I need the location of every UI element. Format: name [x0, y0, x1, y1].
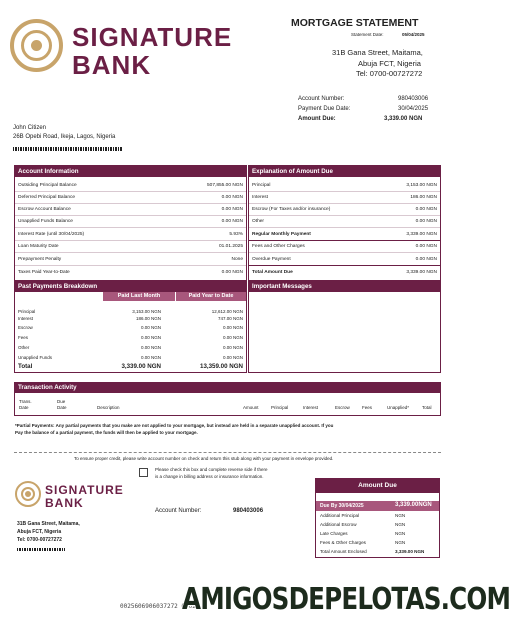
explanation-row-label: Fees and Other Charges	[252, 243, 305, 249]
stub-account-label: Account Number:	[155, 508, 202, 514]
transaction-header	[15, 383, 440, 393]
past-row-ytd: 747.00 NGN	[217, 316, 243, 321]
explanation-row-label: Overdue Payment	[252, 256, 291, 262]
account-info-header	[15, 166, 246, 177]
account-row-label: Unapplied Funds Balance	[18, 218, 73, 224]
micr-line: 0025606906037272 03025	[120, 603, 200, 610]
explanation-row-value: 186.00 NGN	[410, 194, 437, 200]
account-row-value: 0.00 NGN	[221, 218, 243, 224]
summary-account-label: Account Number:	[298, 96, 345, 102]
customer-address: 26B Opebi Road, Ikeja, Lagos, Nigeria	[13, 134, 116, 140]
explanation-row	[249, 266, 440, 278]
explanation-row-value: 0.00 NGN	[415, 256, 437, 262]
stub-row	[320, 540, 435, 547]
watermark: AMIGOSDEPELOTAS.COM	[182, 582, 510, 617]
stub-bank-name-line1: SIGNATURE	[45, 483, 124, 497]
stub-barcode	[17, 548, 65, 551]
summary-amount-value: 3,339.00 NGN	[384, 116, 423, 122]
account-row	[15, 240, 246, 253]
account-row-value: 507,855.00 NGN	[206, 182, 243, 188]
col-trans-date-label: Date	[19, 405, 29, 410]
explanation-row	[249, 253, 440, 266]
customer-barcode	[13, 147, 123, 151]
account-row-value: None	[231, 256, 243, 262]
past-col-year-label: Paid Year to Date	[188, 293, 234, 299]
stub-tel: Tel: 0700-00727272	[17, 537, 62, 543]
account-row-value: 01.01.2025	[218, 243, 243, 249]
col-unapplied: Unapplied*	[387, 405, 410, 410]
past-payments-header	[15, 282, 246, 292]
col-due	[57, 399, 67, 411]
account-row-label: Loan Maturity Date	[18, 243, 59, 249]
stub-logo	[15, 481, 41, 507]
summary-due-label: Payment Due Date:	[298, 106, 351, 112]
past-row-last-month: 0.00 NGN	[140, 345, 161, 350]
col-description: Description	[97, 405, 120, 410]
explanation-table	[248, 165, 441, 281]
past-row-label: Other	[18, 345, 30, 350]
past-col-last-month-label: Paid Last Month	[117, 293, 161, 299]
stub-row-label: Additional Escrow	[320, 522, 357, 527]
explanation-row	[249, 215, 440, 228]
past-payments-title: Past Payments Breakdown	[18, 283, 98, 290]
past-total-last-month: 3,339.00 NGN	[121, 363, 161, 370]
bank-tel: Tel: 0700-00727272	[356, 69, 423, 78]
account-row-label: Taxes Paid Year-to-Date	[18, 269, 70, 275]
col-fees: Fees	[362, 405, 373, 410]
past-row-last-month: 0.00 NGN	[140, 355, 161, 360]
stub-row-label: Fees & Other Charges	[320, 540, 366, 545]
explanation-row-label: Escrow (For Taxes and/or insurance)	[252, 206, 331, 212]
past-col-year-to-date	[176, 292, 246, 301]
account-row-label: Interest Rate (until 30/04/2025)	[18, 231, 85, 237]
col-amount: Amount	[243, 405, 259, 410]
stub-row-label: Additional Principal	[320, 513, 360, 518]
stub-row-value: NGN	[395, 522, 406, 527]
checkbox-text-line1: Please check this box and complete reverse side if there	[155, 467, 268, 472]
col-trans	[19, 399, 32, 411]
past-row-label: Fees	[18, 335, 29, 340]
stub-due-value: 3,339.00NGN	[395, 502, 432, 508]
past-row	[18, 355, 243, 363]
bank-name-line1: SIGNATURE	[72, 22, 233, 52]
explanation-row-label: Regular Monthly Payment	[252, 231, 311, 237]
statement-date-value: 05/04/2025	[402, 32, 425, 37]
partial-payments-note-line2: Pay the balance of a partial payment, the funds will then be applied to your mortgage.	[15, 430, 198, 435]
stub-logo-center-icon	[25, 491, 31, 497]
account-row	[15, 215, 246, 228]
past-row-ytd: 0.00 NGN	[222, 335, 243, 340]
past-row-ytd: 12,612.00 NGN	[211, 309, 243, 314]
explanation-header	[249, 166, 440, 177]
account-row-value: 0.00 NGN	[221, 194, 243, 200]
account-row-label: Prepayment Penalty	[18, 256, 62, 262]
bank-address-line1: 31B Gana Street, Maitama,	[332, 48, 423, 57]
stub-row	[320, 522, 435, 529]
stub-row-value: 3,339.00 NGN	[395, 549, 425, 554]
bank-name-line2: BANK	[72, 50, 152, 80]
past-total-row	[18, 363, 243, 373]
stub-address-line1: 31B Gana Street, Maitama,	[17, 521, 80, 527]
messages-title: Important Messages	[252, 283, 312, 290]
statement-title: MORTGAGE STATEMENT	[291, 17, 419, 29]
past-total-label: Total	[18, 363, 33, 370]
explanation-row-value: 3,153.00 NGN	[406, 182, 437, 188]
stub-row	[320, 513, 435, 520]
explanation-row-value: 0.00 NGN	[415, 218, 437, 224]
account-info-table	[14, 165, 247, 281]
explanation-row-value: 0.00 NGN	[415, 206, 437, 212]
transaction-title: Transaction Activity	[18, 384, 77, 391]
transaction-activity-table	[14, 382, 441, 416]
stub-amount-due-box	[315, 478, 440, 558]
stub-row-label: Total Amount Enclosed	[320, 549, 367, 554]
col-due-date-label: Date	[57, 405, 67, 410]
col-principal: Principal	[271, 405, 289, 410]
past-row	[18, 335, 243, 343]
stub-row-value: NGN	[395, 540, 406, 545]
account-row	[15, 266, 246, 278]
past-row-label: Interest	[18, 316, 34, 321]
account-info-title: Account Information	[18, 168, 79, 175]
bank-address-line2: Abuja FCT, Nigeria	[358, 59, 421, 68]
account-row-label: Deferred Principal Balance	[18, 194, 76, 200]
logo-center-icon	[31, 40, 42, 51]
past-row	[18, 345, 243, 353]
partial-payments-note-line1: *Partial Payments: Any partial payments that you make are not applied to your mortgage, but instead are held in a separate unapplied account. If you	[15, 423, 334, 428]
past-payments-table	[14, 281, 247, 373]
past-total-ytd: 13,359.00 NGN	[200, 363, 243, 370]
past-row-last-month: 3,153.00 NGN	[132, 309, 161, 314]
past-row-label: Escrow	[18, 325, 33, 330]
stub-instruction: To ensure proper credit, please write account number on check and return this stub along with your payment in envelope provided.	[74, 456, 334, 461]
stub-account-value: 980403006	[233, 508, 264, 514]
col-escrow: Escrow	[335, 405, 350, 410]
stub-row	[320, 531, 435, 538]
explanation-row-value: 3,339.00 NGN	[406, 269, 437, 275]
explanation-row-value: 0.00 NGN	[415, 243, 437, 249]
stub-bank-name-line2: BANK	[45, 496, 84, 510]
explanation-row-value: 3,339.00 NGN	[406, 231, 437, 237]
account-row-value: 5.93%	[229, 231, 243, 237]
account-row-value: 0.00 NGN	[221, 269, 243, 275]
tear-line	[14, 452, 441, 453]
stub-due-row	[316, 501, 439, 511]
account-row-value: 0.00 NGN	[221, 206, 243, 212]
col-total: Total	[422, 405, 432, 410]
past-col-last-month	[103, 292, 175, 301]
stub-row	[320, 549, 435, 556]
col-interest: Interest	[303, 405, 319, 410]
stub-row-label: Late Charges	[320, 531, 348, 536]
stub-row-value: NGN	[395, 513, 406, 518]
past-row-last-month: 186.00 NGN	[135, 316, 161, 321]
bank-logo	[10, 19, 63, 72]
col-due-label: Due	[57, 399, 66, 404]
past-row	[18, 325, 243, 333]
past-row-label: Principal	[18, 309, 36, 314]
checkbox-text-line2: is a change in billing address or insurance information.	[155, 474, 264, 479]
stub-address-line2: Abuja FCT, Nigeria	[17, 529, 62, 535]
col-trans-label: Trans.	[19, 399, 32, 404]
statement-date-label: Statement Date:	[351, 32, 384, 37]
past-row-ytd: 0.00 NGN	[222, 325, 243, 330]
past-row-last-month: 0.00 NGN	[140, 325, 161, 330]
address-change-checkbox[interactable]	[139, 468, 148, 477]
account-row	[15, 253, 246, 266]
account-row-label: Outsiding Principal Balance	[18, 182, 77, 188]
past-row-last-month: 0.00 NGN	[140, 335, 161, 340]
explanation-title: Explanation of Amount Due	[252, 168, 333, 175]
explanation-row	[249, 240, 440, 253]
summary-due-value: 30/04/2025	[398, 106, 429, 112]
customer-name: John Citizen	[13, 125, 47, 131]
explanation-row-label: Principal	[252, 182, 271, 188]
explanation-row-label: Total Amount Due	[252, 269, 293, 275]
stub-amount-title: Amount Due	[358, 482, 397, 489]
past-row-ytd: 0.00 NGN	[222, 345, 243, 350]
messages-box	[248, 281, 441, 373]
stub-due-label: Due By 30/04/2025	[320, 503, 364, 509]
explanation-row-label: Interest	[252, 194, 268, 200]
summary-amount-label: Amount Due:	[298, 116, 336, 122]
stub-amount-header	[316, 479, 439, 493]
past-row-ytd: 0.00 NGN	[222, 355, 243, 360]
stub-row-value: NGN	[395, 531, 406, 536]
account-row-label: Escrow Account Balance	[18, 206, 71, 212]
past-row-label: Unapplied Funds	[18, 355, 53, 360]
summary-account-value: 980403006	[398, 96, 429, 102]
past-row	[18, 316, 243, 324]
explanation-row-label: Other	[252, 218, 264, 224]
messages-header	[249, 282, 440, 292]
